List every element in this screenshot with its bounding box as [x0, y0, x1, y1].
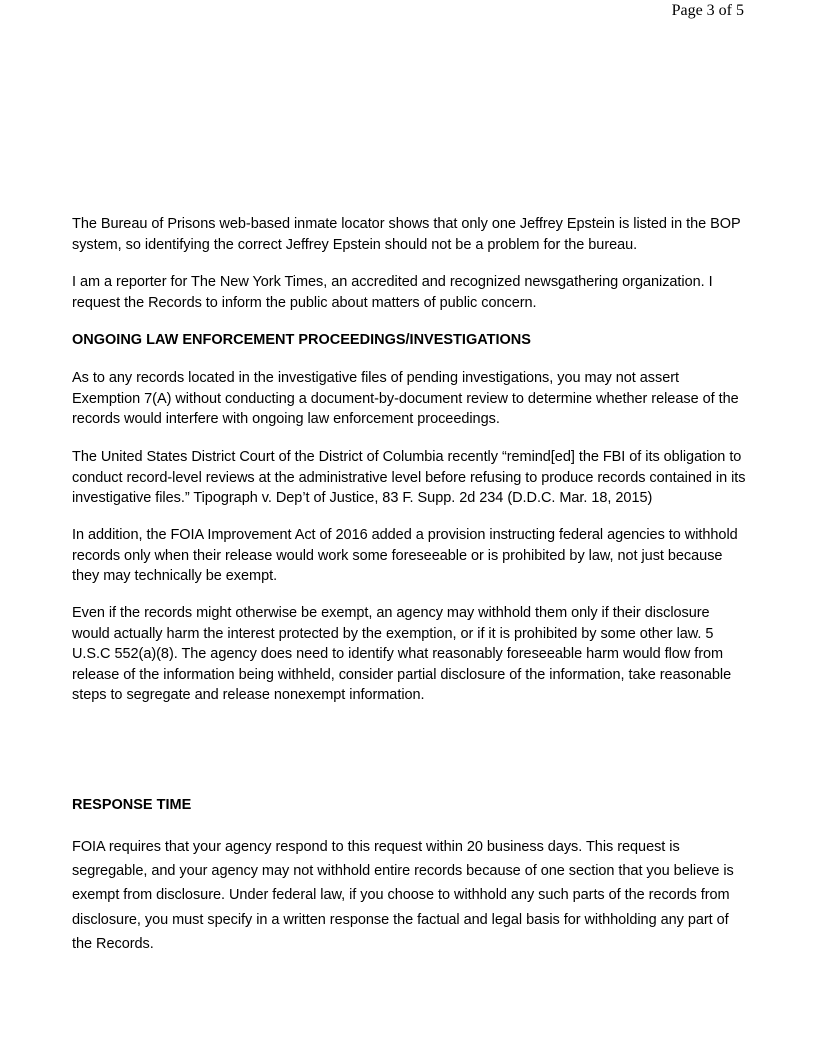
page-number: Page 3 of 5: [671, 2, 744, 19]
paragraph-exemption-7a: As to any records located in the investigative files of pending investigations, you may not assert Exemption 7(A) without conducting a document-by-document review to determine whether release of the records would interfere with ongoing law enforcement proceedings.: [72, 370, 739, 427]
paragraph-withholding-harm: Even if the records might otherwise be exempt, an agency may withhold them only if their disclosure would actually harm the interest protected by the exemption, or if it is prohibited by some other law. 5 U.S.C 552(a)(8). The agency does need to identify what reasonably foreseeable harm would flow from release of the information being withheld, consider partial disclosure of the information, take reasonable steps to segregate and release nonexempt information.: [72, 605, 732, 703]
section-heading-response-time: RESPONSE TIME: [72, 797, 192, 813]
paragraph-foia-improvement-act: In addition, the FOIA Improvement Act of 2016 added a provision instructing federal agencies to withhold records only when their release would work some foreseeable or is prohibited by law, not just because they may technically be exempt.: [72, 527, 738, 584]
paragraph-response-time: FOIA requires that your agency respond to this request within 20 business days. This request is segregable, and your agency may not withhold entire records because of one section that you believe is exempt from disclosure. Under federal law, if you choose to withhold any such parts of the records from disclosure, you must specify in a written response the factual and legal basis for withholding any part of the Records.: [72, 839, 734, 952]
paragraph-reporter: I am a reporter for The New York Times, an accredited and recognized newsgathering organization. I request the Records to inform the public about matters of public concern.: [72, 274, 713, 311]
section-heading-ongoing-proceedings: ONGOING LAW ENFORCEMENT PROCEEDINGS/INVESTIGATIONS: [72, 332, 531, 348]
paragraph-district-court: The United States District Court of the District of Columbia recently “remind[ed] the FBI of its obligation to conduct record-level reviews at the administrative level before refusing to produce records contained in its investigative files.” Tipograph v. Dep’t of Justice, 83 F. Supp. 2d 234 (D.D.C. Mar. 18, 2015): [72, 449, 746, 506]
paragraph-inmate-locator: The Bureau of Prisons web-based inmate locator shows that only one Jeffrey Epstein is listed in the BOP system, so identifying the correct Jeffrey Epstein should not be a problem for the bureau.: [72, 216, 741, 253]
